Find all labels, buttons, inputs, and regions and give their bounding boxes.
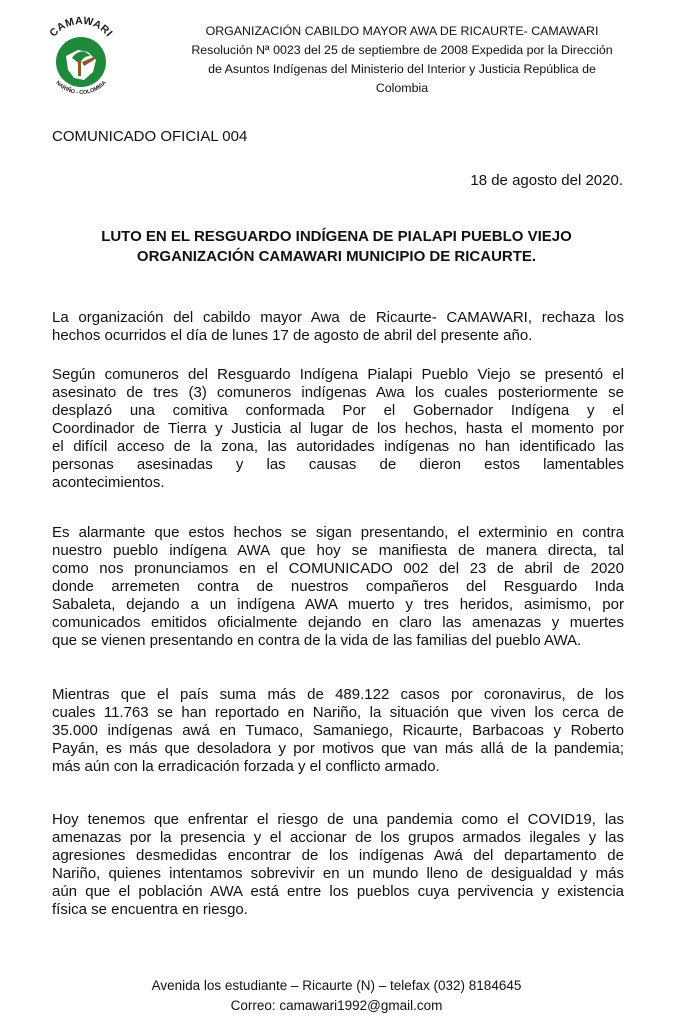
paragraph-line: Según comuneros del Resguardo Indígena Pialapi Pueblo Viejo se presentó el	[52, 366, 624, 383]
paragraph-line: Payán, es más que desoladora y por motivos que van más allá de la pandemia;	[52, 740, 624, 757]
paragraph-line: acontecimientos.	[52, 474, 165, 491]
logo-top-text: CAMAWARI	[47, 14, 115, 40]
header-line-3: de Asuntos Indígenas del Ministerio del Interior y Justicia República de	[208, 62, 596, 76]
paragraph-line: amenazas por la presencia y el accionar de los grupos armados ilegales y las	[52, 829, 624, 846]
paragraph-line: 35.000 indígenas awá en Tumaco, Samaniego, Ricaurte, Barbacoas y Roberto	[52, 722, 624, 739]
paragraph-line: más aún con la erradicación forzada y el conflicto armado.	[52, 758, 440, 775]
paragraph-line: que se vienen presentando en contra de la vida de las familias del pueblo AWA.	[52, 632, 582, 649]
comunicado-number: COMUNICADO OFICIAL 004	[52, 128, 248, 145]
paragraph-line: asesinato de tres (3) comuneros indígenas Awa los cuales posteriormente se	[52, 384, 624, 401]
camawari-logo	[38, 12, 124, 102]
paragraph-line: La organización del cabildo mayor Awa de Ricaurte- CAMAWARI, rechaza los	[52, 309, 624, 326]
header-line-4: Colombia	[375, 81, 429, 95]
paragraph-line: Coordinador de Tierra y Justicia al lugar de los hechos, hasta el momento por	[52, 420, 624, 437]
header-line-2: Resolución Nª 0023 del 25 de septiembre de 2008 Expedida por la Dirección	[191, 43, 613, 57]
paragraph-4	[52, 686, 624, 776]
paragraph-line: aún que el población AWA está entre los pueblos cuya pervivencia y existencia	[52, 883, 624, 900]
paragraph-line: física se encuentra en riesgo.	[52, 901, 248, 918]
header-line-1: ORGANIZACIÓN CABILDO MAYOR AWA DE RICAURTE- CAMAWARI	[205, 24, 599, 38]
paragraph-line: Es alarmante que estos hechos se sigan presentando, el exterminio en contra	[52, 524, 624, 541]
paragraph-line: nuestro pueblo indígena AWA que hoy se manifiesta de manera directa, tal	[52, 542, 624, 559]
footer-address: Avenida los estudiante – Ricaurte (N) – telefax (032) 8184645	[151, 978, 522, 993]
logo-figure-shape	[78, 60, 81, 76]
svg-text:CAMAWARI	[47, 15, 115, 39]
paragraph-line: Mientras que el país suma más de 489.122 casos por coronavirus, de los	[52, 686, 624, 703]
paragraph-line: comunicados emitidos oficialmente dejando en claro las amenazas y muertes	[52, 614, 624, 631]
paragraph-line: hechos ocurridos el día de lunes 17 de agosto de abril del presente año.	[52, 327, 533, 344]
paragraph-line: donde arremeten contra de nuestros compañeros del Resguardo Inda	[52, 578, 624, 595]
document-date: 18 de agosto del 2020.	[470, 172, 623, 189]
paragraph-line: desplazó una comitiva conformada Por el Gobernador Indígena y el	[52, 402, 624, 419]
paragraph-line: Hoy tenemos que enfrentar el riesgo de una pandemia como el COVID19, las	[52, 811, 624, 828]
footer-email: Correo: camawari1992@gmail.com	[230, 998, 443, 1013]
paragraph-1	[52, 309, 624, 345]
logo-bottom-text: NARIÑO - COLOMBIA	[54, 80, 108, 97]
paragraph-line: el difícil acceso de la zona, las autoridades indígenas no han identificado las	[52, 438, 624, 455]
paragraph-2	[52, 366, 624, 492]
paragraph-line: agresiones desmedidas encontrar de los indígenas Awá del departamento de	[52, 847, 624, 864]
title-line-2: ORGANIZACIÓN CAMAWARI MUNICIPIO DE RICAURTE.	[136, 248, 537, 265]
paragraph-3	[52, 524, 624, 650]
paragraph-line: cuales 11.763 se han reportado en Nariño, la situación que viven los cerca de	[52, 704, 624, 721]
paragraph-line: Sabaleta, dejando a un indígena AWA muerto y tres heridos, asimismo, por	[52, 596, 624, 613]
title-line-1: LUTO EN EL RESGUARDO INDÍGENA DE PIALAPI PUEBLO VIEJO	[101, 228, 572, 245]
paragraph-line: como nos pronunciamos en el COMUNICADO 002 del 23 de abril de 2020	[52, 560, 624, 577]
paragraph-5	[52, 811, 624, 919]
paragraph-line: personas asesinadas y las causas de dieron estos lamentables	[52, 456, 624, 473]
paragraph-line: Nariño, quienes intentamos sobrevivir en un mundo lleno de desigualdad y más	[52, 865, 624, 882]
